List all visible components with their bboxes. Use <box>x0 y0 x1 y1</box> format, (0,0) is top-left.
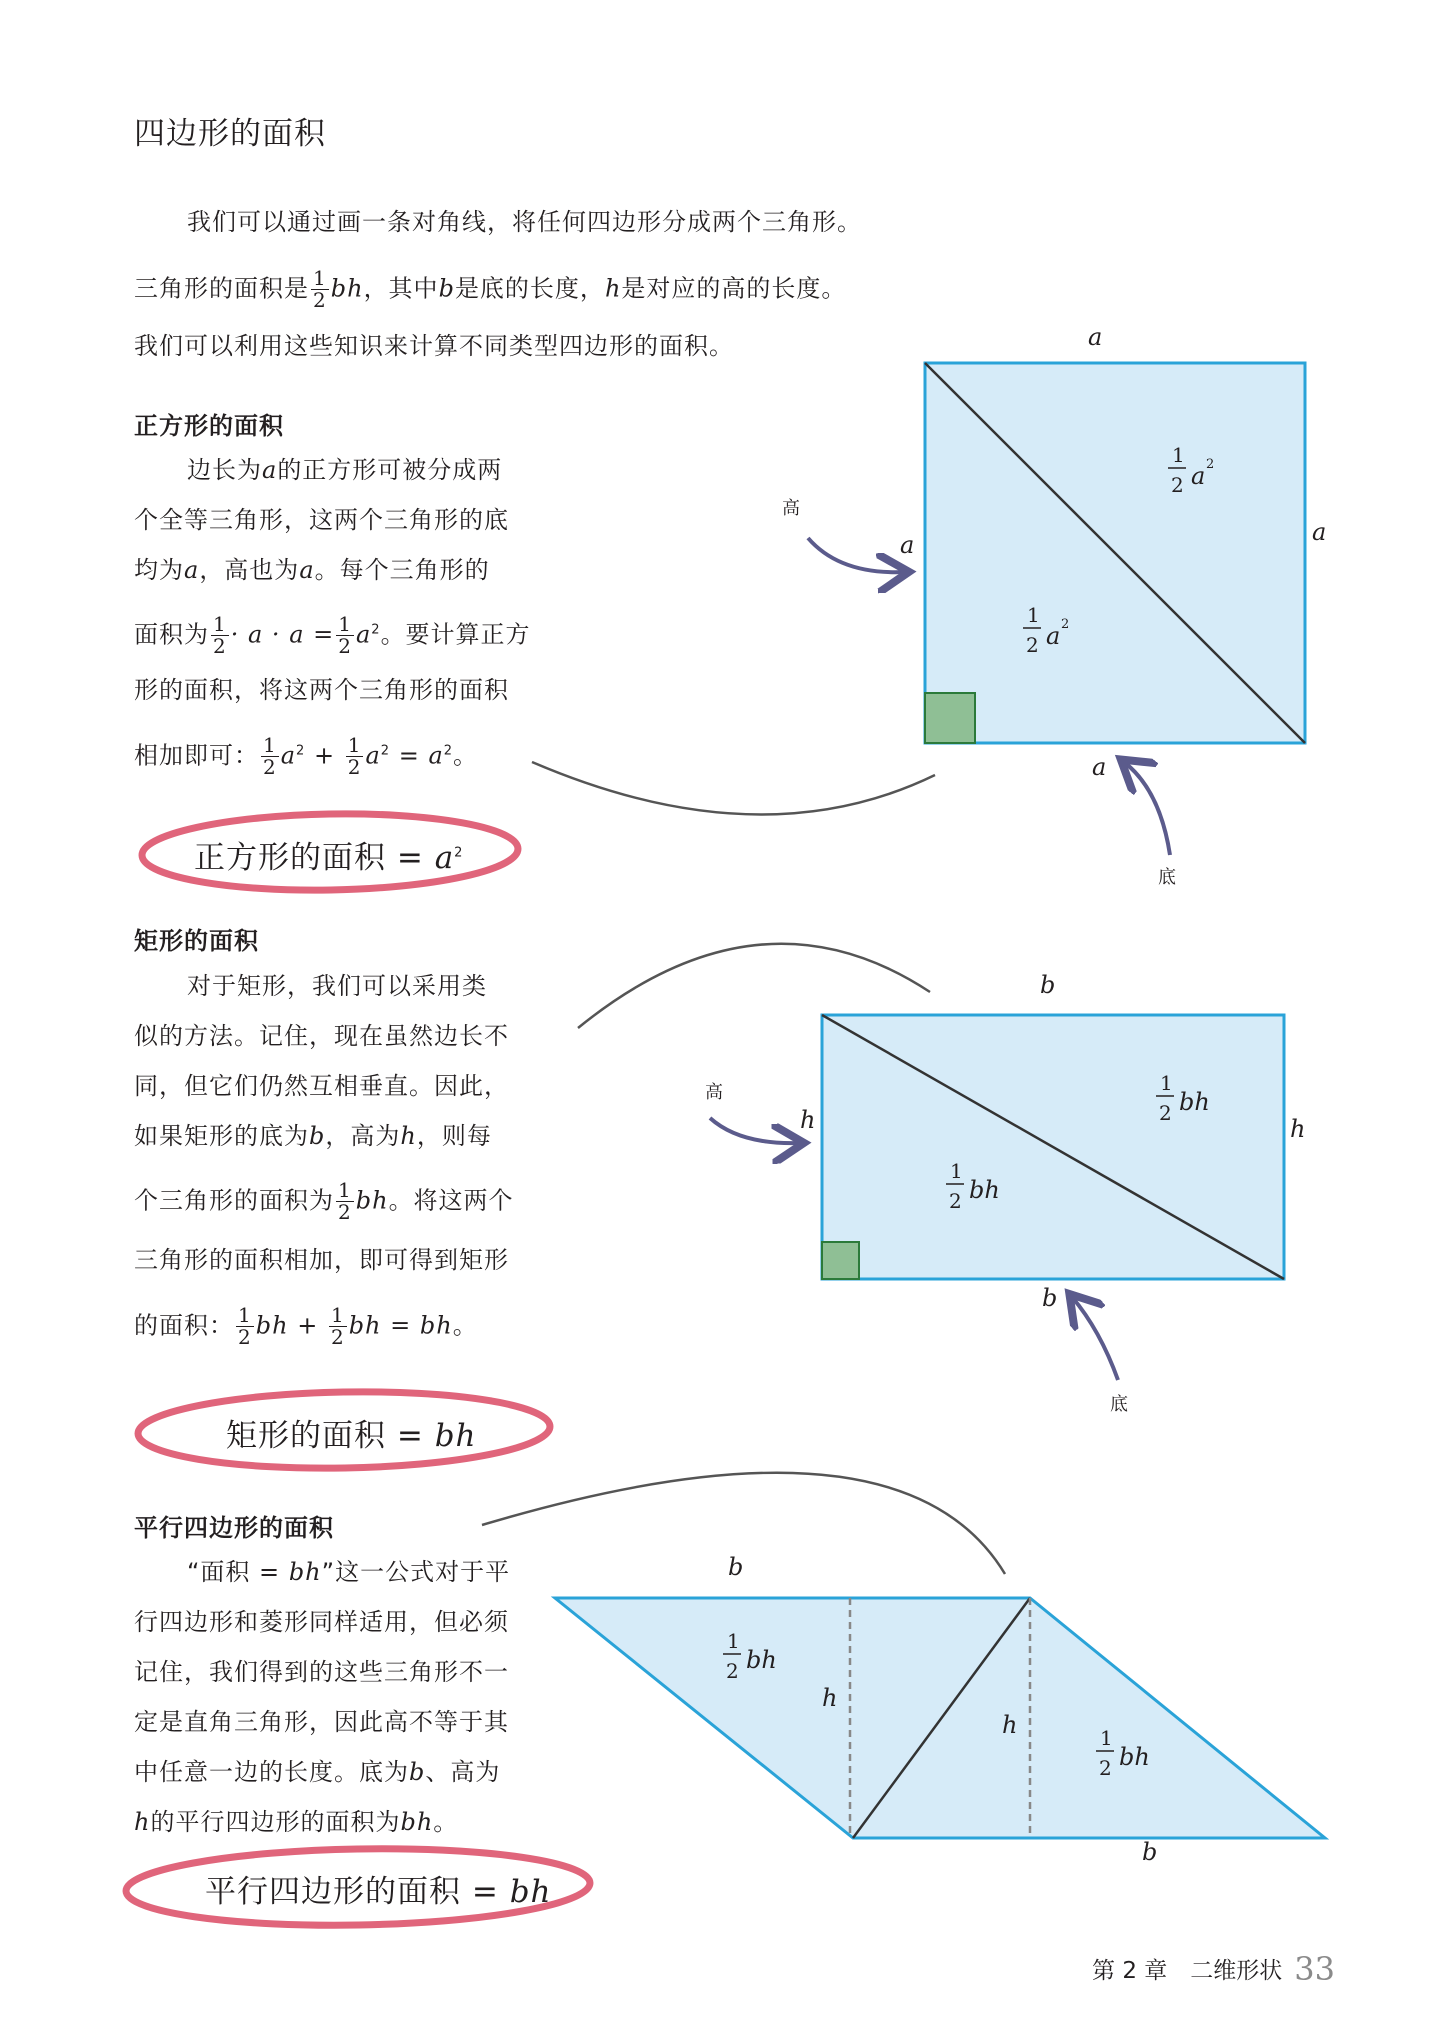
rect-height-arrow <box>710 1118 800 1143</box>
square-line-3: 均为a，高也为a。每个三角形的 <box>134 556 490 584</box>
para-label-top: b <box>728 1553 744 1581</box>
para-label-h1: h <box>822 1684 838 1712</box>
svg-text:bh: bh <box>969 1176 1000 1204</box>
square-label-bottom: a <box>1092 753 1107 781</box>
rect-base-arrow <box>1072 1297 1118 1380</box>
rect-line-6: 三角形的面积相加，即可得到矩形 <box>134 1246 509 1274</box>
para-line-5: 中任意一边的长度。底为b、高为 <box>134 1758 501 1786</box>
svg-text:bh: bh <box>746 1646 777 1674</box>
svg-text:2: 2 <box>1061 617 1070 632</box>
square-connector-curve <box>532 762 935 814</box>
intro-line-2: 三角形的面积是 $\frac{1}{2}$ bh，其中b是底的长度，h是对应的高的长度。 <box>134 266 847 312</box>
rect-line-3: 同，但它们仍然互相垂直。因此， <box>134 1072 509 1100</box>
para-line-3: 记住，我们得到的这些三角形不一 <box>134 1658 509 1686</box>
svg-text:1: 1 <box>1027 603 1040 627</box>
rect-line-1: 对于矩形，我们可以采用类 <box>187 972 487 1000</box>
parallelogram-connector-curve <box>482 1473 1005 1574</box>
rectangle-formula-oval <box>137 1388 550 1471</box>
svg-text:a: a <box>1046 622 1061 650</box>
chapter-label: 第 2 章 二维形状 <box>1092 1958 1283 1984</box>
parallelogram-heading: 平行四边形的面积 <box>134 1514 334 1542</box>
rect-line-2: 似的方法。记住，现在虽然边长不 <box>134 1022 509 1050</box>
para-line-1: “面积 = bh”这一公式对于平 <box>187 1558 511 1586</box>
square-line-4: 面积为 $\frac{1}{2}$ · a · a = $\frac{1}{2}$ $a^2$。要计算正方 <box>134 612 531 658</box>
page-number: 33 <box>1294 1950 1335 1988</box>
intro-line-3: 我们可以利用这些知识来计算不同类型四边形的面积。 <box>134 332 734 360</box>
rect-label-right: h <box>1290 1115 1306 1143</box>
para-line-2: 行四边形和菱形同样适用，但必须 <box>134 1608 509 1636</box>
svg-text:1: 1 <box>950 1159 963 1183</box>
square-formula: 正方形的面积 = $a^2$ <box>194 840 464 876</box>
rectangle-formula: 矩形的面积 = bh <box>226 1418 477 1454</box>
svg-text:2: 2 <box>1159 1101 1172 1125</box>
rect-height-label: 高 <box>705 1082 723 1103</box>
square-heading: 正方形的面积 <box>134 412 284 440</box>
square-base-arrow <box>1124 762 1170 855</box>
square-label-left: a <box>900 531 915 559</box>
rect-label-bottom: b <box>1042 1284 1058 1312</box>
svg-text:a: a <box>1191 462 1206 490</box>
rect-base-label: 底 <box>1110 1394 1128 1415</box>
svg-text:bh: bh <box>1179 1088 1210 1116</box>
square-line-5: 形的面积，将这两个三角形的面积 <box>134 676 509 704</box>
para-label-bottom: b <box>1142 1838 1158 1866</box>
square-label-top: a <box>1088 323 1103 351</box>
rect-label-left: h <box>800 1106 816 1134</box>
square-label-right: a <box>1312 518 1327 546</box>
para-label-h2: h <box>1002 1711 1018 1739</box>
rect-label-top: b <box>1040 971 1056 999</box>
svg-text:1: 1 <box>727 1629 740 1653</box>
parallelogram-formula: 平行四边形的面积 = bh <box>205 1874 552 1910</box>
square-formula-oval <box>141 811 518 894</box>
rectangle-right-angle <box>822 1242 859 1279</box>
svg-text:1: 1 <box>1100 1726 1113 1750</box>
square-line-1: 边长为a的正方形可被分成两 <box>187 456 503 484</box>
para-line-6: h的平行四边形的面积为bh。 <box>134 1808 459 1836</box>
square-line-2: 个全等三角形，这两个三角形的底 <box>134 506 509 534</box>
svg-text:bh: bh <box>1119 1743 1150 1771</box>
rectangle-heading: 矩形的面积 <box>134 927 259 955</box>
svg-text:2: 2 <box>1171 473 1184 497</box>
svg-text:1: 1 <box>1160 1071 1173 1095</box>
square-right-angle <box>925 693 975 743</box>
svg-text:2: 2 <box>1099 1756 1112 1780</box>
rect-line-4: 如果矩形的底为b，高为h，则每 <box>134 1122 492 1150</box>
square-base-label: 底 <box>1158 867 1176 888</box>
square-height-label: 高 <box>782 498 800 519</box>
rect-line-5: 个三角形的面积为 $\frac{1}{2}$ bh。将这两个 <box>134 1178 514 1224</box>
page-title: 四边形的面积 <box>134 116 326 152</box>
svg-text:2: 2 <box>949 1189 962 1213</box>
rect-line-7: 的面积： $\frac{1}{2}$ bh + $\frac{1}{2}$ bh = bh。 <box>134 1303 478 1349</box>
square-line-6: 相加即可： $\frac{1}{2}$ $a^2$ + $\frac{1}{2}$ $a^2 = a^2$。 <box>134 733 479 779</box>
svg-text:2: 2 <box>1206 457 1215 472</box>
para-line-4: 定是直角三角形，因此高不等于其 <box>134 1708 509 1736</box>
intro-line-1: 我们可以通过画一条对角线，将任何四边形分成两个三角形。 <box>187 208 862 236</box>
square-height-arrow <box>808 538 905 572</box>
svg-text:1: 1 <box>1172 443 1185 467</box>
parallelogram-formula-oval <box>125 1845 590 1929</box>
svg-text:2: 2 <box>1026 633 1039 657</box>
svg-text:2: 2 <box>726 1659 739 1683</box>
